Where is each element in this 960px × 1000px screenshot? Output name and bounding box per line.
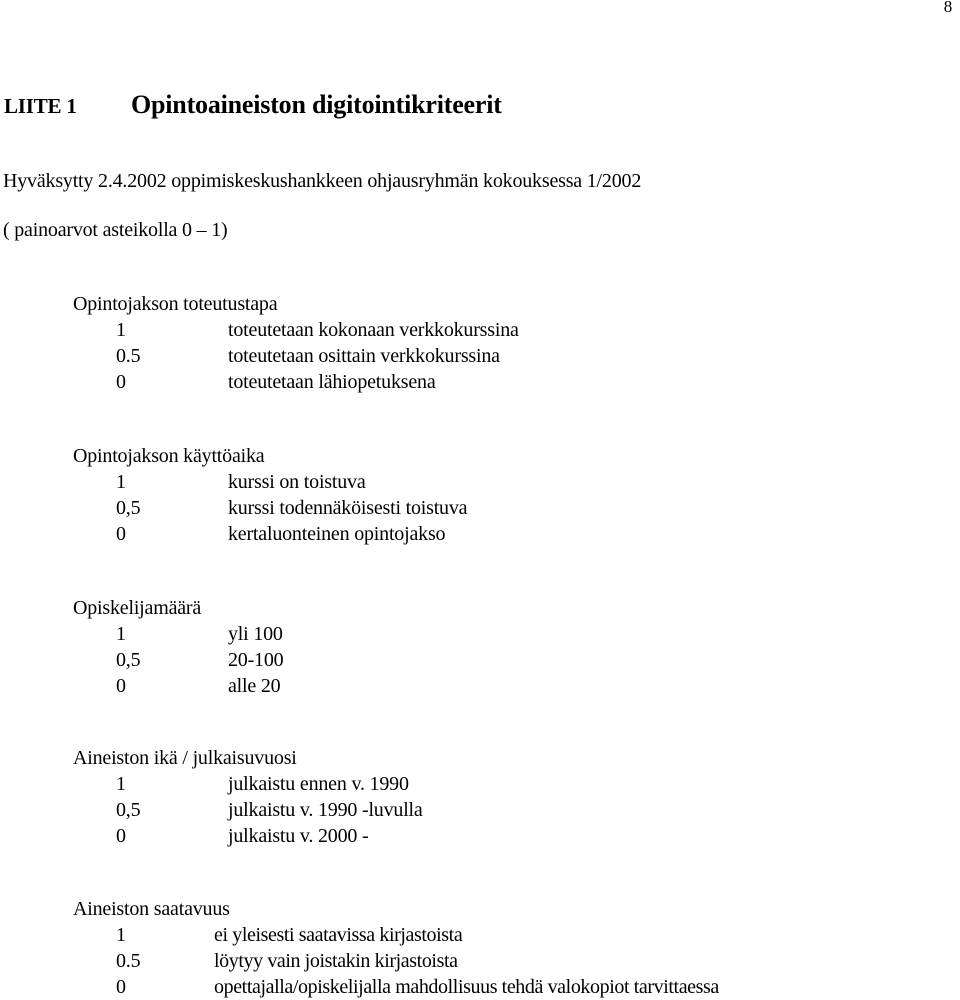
section-availability (73, 896, 719, 1000)
weight-value: 0,5 (116, 799, 141, 821)
weight-value: 1 (116, 773, 126, 795)
criteria-row (73, 647, 283, 673)
criteria-description: julkaistu v. 1990 -luvulla (228, 799, 423, 821)
criteria-description: yli 100 (228, 623, 283, 645)
weight-value: 0.5 (116, 950, 141, 972)
criteria-description: kertaluonteinen opintojakso (228, 523, 446, 545)
section-implementation (73, 291, 519, 395)
criteria-description: ei yleisesti saatavissa kirjastoista (214, 924, 463, 946)
criteria-row (73, 948, 719, 974)
criteria-row (73, 469, 467, 495)
criteria-description: kurssi on toistuva (228, 471, 366, 493)
weight-value: 1 (116, 924, 126, 946)
criteria-description: opettajalla/opiskelijalla mahdollisuus tehdä valokopiot tarvittaessa (214, 976, 719, 998)
approval-note: Hyväksytty 2.4.2002 oppimiskeskushankkeen ohjausryhmän kokouksessa 1/2002 (3, 170, 642, 192)
weight-value: 0 (116, 523, 126, 545)
criteria-description: 20-100 (228, 649, 284, 671)
criteria-description: julkaistu v. 2000 - (228, 825, 369, 847)
criteria-row (73, 495, 467, 521)
section-student-count (73, 595, 283, 699)
criteria-description: toteutetaan osittain verkkokurssina (228, 345, 500, 367)
section-heading: Opintojakson toteutustapa (73, 293, 278, 315)
section-heading: Opiskelijamäärä (73, 597, 202, 619)
criteria-row (73, 343, 519, 369)
section-heading: Aineiston ikä / julkaisuvuosi (73, 747, 297, 769)
weight-value: 1 (116, 319, 126, 341)
weight-value: 0 (116, 675, 126, 697)
criteria-row (73, 521, 467, 547)
title-text: Opintoaineiston digitointikriteerit (131, 90, 502, 119)
weight-value: 0 (116, 371, 126, 393)
weight-scale-note: ( painoarvot asteikolla 0 – 1) (3, 219, 228, 241)
criteria-description: julkaistu ennen v. 1990 (228, 773, 409, 795)
weight-value: 0,5 (116, 649, 141, 671)
criteria-row (73, 922, 719, 948)
criteria-description: toteutetaan kokonaan verkkokurssina (228, 319, 519, 341)
section-heading: Opintojakson käyttöaika (73, 445, 265, 467)
weight-value: 0.5 (116, 345, 141, 367)
criteria-description: löytyy vain joistakin kirjastoista (214, 950, 458, 972)
criteria-row (73, 317, 519, 343)
criteria-row (73, 673, 283, 699)
criteria-description: toteutetaan lähiopetuksena (228, 371, 436, 393)
criteria-row (73, 797, 423, 823)
criteria-description: alle 20 (228, 675, 281, 697)
criteria-description: kurssi todennäköisesti toistuva (228, 497, 468, 519)
section-usage-time (73, 443, 467, 547)
criteria-row (73, 771, 423, 797)
criteria-row (73, 369, 519, 395)
appendix-label: LIITE 1 (4, 94, 77, 118)
section-material-age (73, 745, 423, 849)
weight-value: 0,5 (116, 497, 141, 519)
criteria-row (73, 823, 423, 849)
weight-value: 1 (116, 623, 126, 645)
page-number: 8 (943, 0, 952, 16)
criteria-row (73, 621, 283, 647)
weight-value: 1 (116, 471, 126, 493)
document-title (4, 90, 502, 120)
weight-value: 0 (116, 825, 126, 847)
section-heading: Aineiston saatavuus (73, 898, 230, 920)
criteria-row (73, 974, 719, 1000)
weight-value: 0 (116, 976, 126, 998)
